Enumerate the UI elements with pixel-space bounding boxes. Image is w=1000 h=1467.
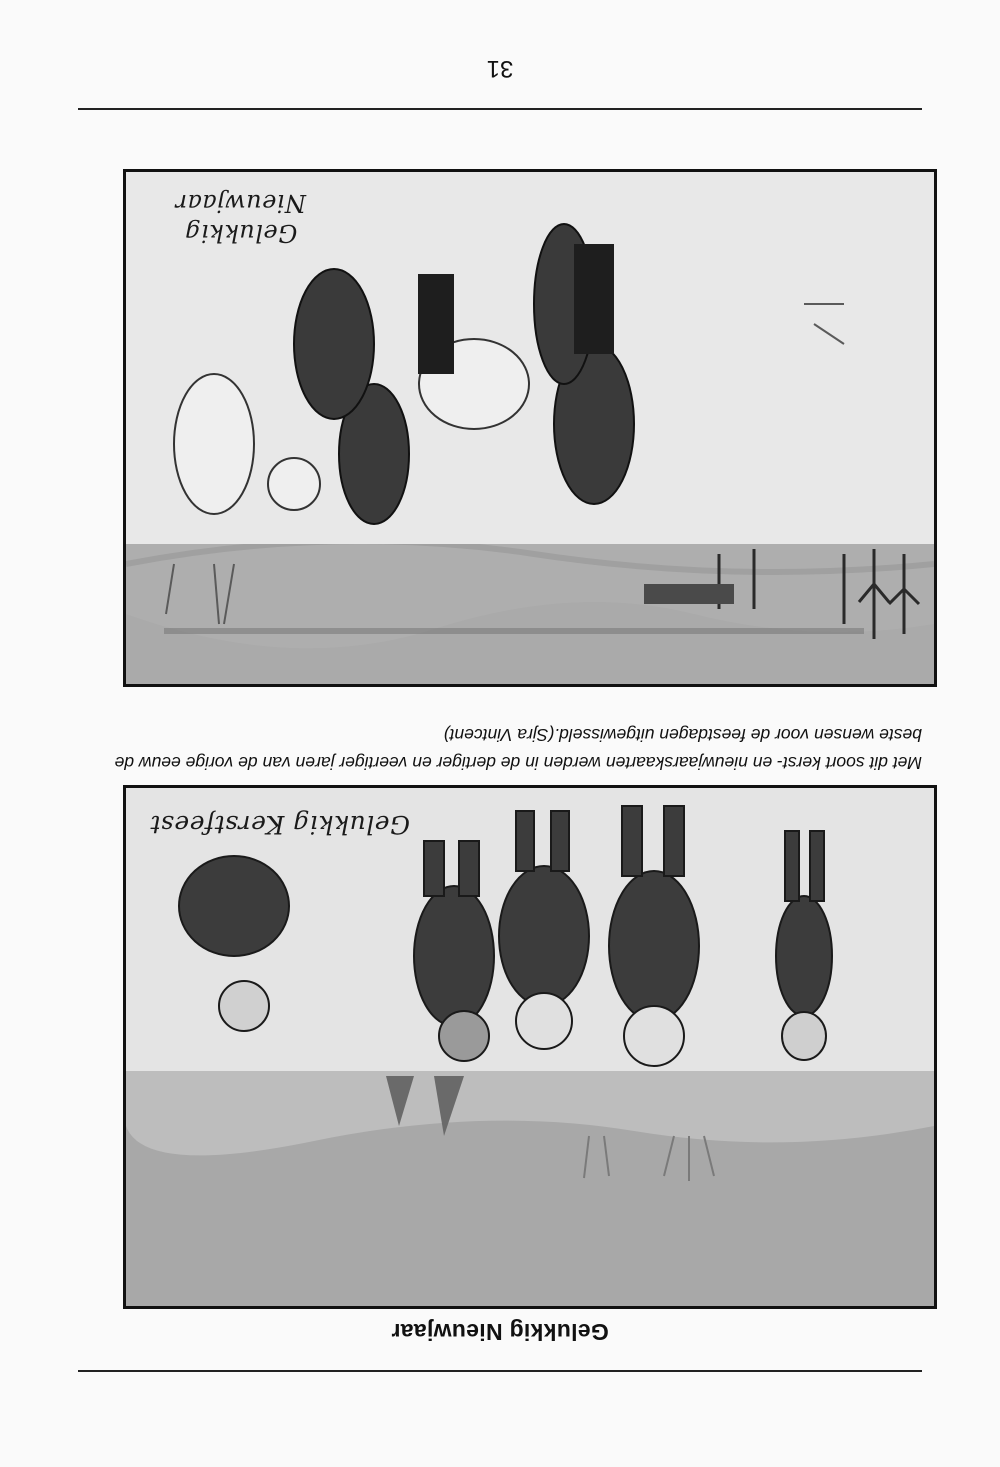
postcard-newyear	[123, 169, 937, 687]
newyear-illustration	[126, 172, 934, 684]
postcard-caption: Met dit soort kerst- en nieuwjaarskaarten werden in de dertiger en veertiger jaren van de vorige eeuw de beste wensen voor de feestdagen uitgewisseld.(Sjra Vintcent)	[114, 725, 922, 773]
christmas-greeting: Gelukkig Kerstfeest	[150, 810, 410, 839]
newyear-greeting	[176, 188, 306, 248]
newyear-greeting-line2: Nieuwjaar	[175, 189, 306, 217]
bottom-rule	[78, 108, 922, 110]
page-heading: Gelukkig Nieuwjaar	[391, 1319, 609, 1345]
postcard-christmas	[123, 785, 937, 1309]
newyear-greeting-line1: Gelukkig	[184, 219, 298, 247]
christmas-illustration	[126, 788, 934, 1306]
page-number: 31	[486, 55, 514, 82]
top-rule	[78, 1370, 922, 1372]
